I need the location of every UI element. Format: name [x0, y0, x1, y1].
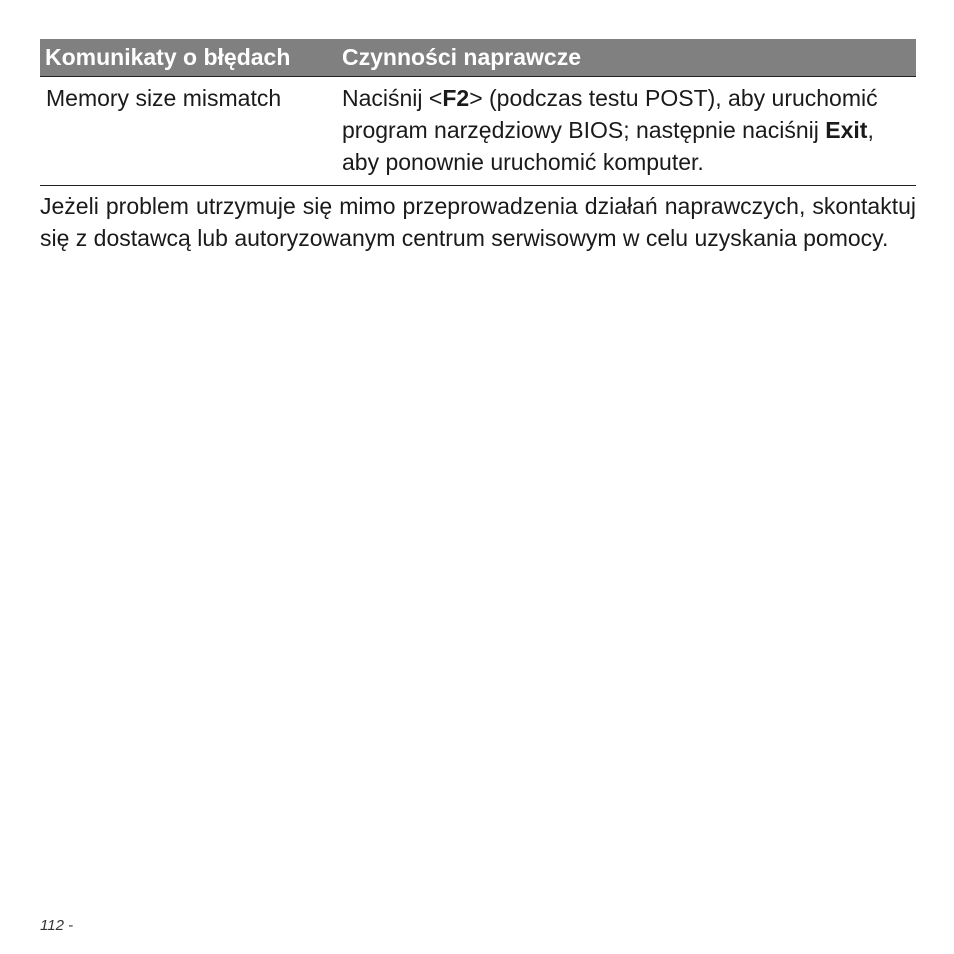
corrective-action-cell	[336, 77, 916, 186]
error-message-cell: Memory size mismatch	[40, 77, 336, 186]
page-content	[40, 39, 916, 254]
header-error-messages: Komunikaty o błędach	[40, 39, 336, 77]
error-messages-table	[40, 39, 916, 186]
action-text: > (podczas testu POST), aby uruchomić program narzędziowy BIOS; następnie naciśnij	[342, 85, 878, 143]
key-f2: F2	[442, 85, 470, 111]
table-row	[40, 77, 916, 186]
table-header-row	[40, 39, 916, 77]
table-body	[40, 77, 916, 186]
support-note: Jeżeli problem utrzymuje się mimo przeprowadzenia działań naprawczych, skontaktuj się z dostawcą lub autoryzowanym centrum serwisowym w celu uzyskania pomocy.	[40, 193, 916, 251]
page-number: 112 -	[40, 917, 74, 934]
action-text: Naciśnij <	[342, 85, 443, 111]
action-text: , aby ponownie uruchomić komputer.	[342, 117, 874, 175]
header-corrective-actions: Czynności naprawcze	[336, 39, 916, 77]
table-header	[40, 39, 916, 77]
key-exit: Exit	[825, 117, 868, 143]
